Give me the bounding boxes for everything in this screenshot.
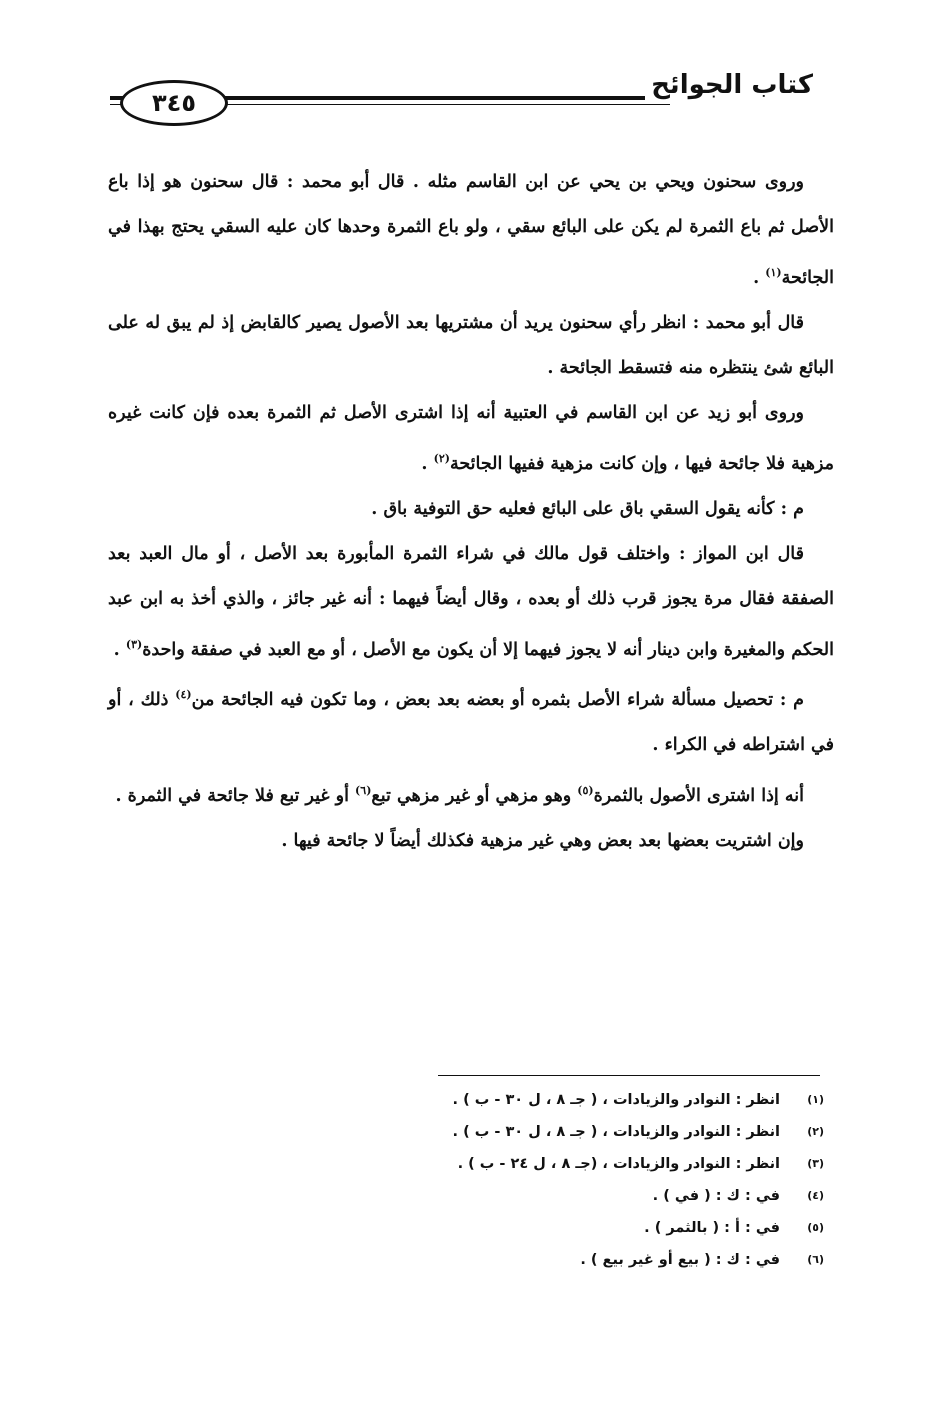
paragraph: قال أبو محمد : انظر رأي سحنون يريد أن مشتريها بعد الأصول يصير كالقابض إذ لم يبق له على البائع شئ ينتظره منه فتسقط الجائحة . <box>108 312 834 378</box>
footnotes <box>108 1084 824 1276</box>
footnote-marker: (٣) <box>125 637 143 651</box>
footnote: (٤) في : ك : ( في ) . <box>652 1188 824 1204</box>
page-number-badge <box>120 80 228 126</box>
footnote: (١) انظر : النوادر والزيادات ، ( جـ ٨ ، ل ٣٠ - ب ) . <box>452 1092 824 1108</box>
footnote: (٦) في : ك : ( بيع أو غير بيع ) . <box>580 1252 824 1268</box>
footnote-separator <box>438 1075 820 1076</box>
body-text <box>108 160 834 864</box>
page-number: ٣٤٥ <box>152 89 196 117</box>
footnote-marker: (١) <box>765 266 782 279</box>
paragraph: قال ابن المواز : واختلف قول مالك في شراء الثمرة المأبورة بعد الأصل ، أو مال العبد بعد الصفقة فقال مرة يجوز قرب ذلك أو بعده ، وقال أيضاً فيهما : أنه غير جائز ، والذي أخذ به ابن عبد الحكم والمغيرة وابن دينار أنه لا يجوز فيهما إلا أن يكون مع الأصل ، أو مع العبد في صفقة واحدة$^{(٣)}$ . <box>108 543 834 660</box>
paragraph: م : كأنه يقول السقي باق على البائع فعليه حق التوفية باق . <box>371 498 804 519</box>
paragraph: م : تحصيل مسألة شراء الأصل بثمره أو بعضه بعد بعض ، وما تكون فيه الجائحة من$^{(٤)}$ ذلك ، أو في اشتراطه في الكراء . <box>108 688 834 756</box>
footnote: (٢) انظر : النوادر والزيادات ، ( جـ ٨ ، ل ٣٠ - ب ) . <box>452 1124 824 1140</box>
footnote-marker: (٢) <box>433 451 450 465</box>
paragraph: وإن اشتريت بعضها بعد بعض وهي غير مزهية فكذلك أيضاً لا جائحة فيها . <box>281 831 804 852</box>
book-title: كتاب الجوائح <box>645 70 819 100</box>
footnote: (٣) انظر : النوادر والزيادات ، (جـ ٨ ، ل ٢٤ - ب ) . <box>457 1156 824 1172</box>
footnote-marker: (٥) <box>577 784 594 798</box>
paragraph: أنه إذا اشترى الأصول بالثمرة$^{(٥)}$ وهو مزهي أو غير مزهي تبع$^{(٦)}$ أو غير تبع فلا جائحة في الثمرة . <box>115 784 804 807</box>
footnote: (٥) في : أ : ( بالثمر ) . <box>644 1220 824 1236</box>
footnote-marker: (٤) <box>175 688 192 702</box>
paragraph: وروى أبو زيد عن ابن القاسم في العتبية أنه إذا اشترى الأصل ثم الثمرة بعده فإن كانت غيره مزهية فلا جائحة فيها ، وإن كانت مزهية ففيها الجائحة$^{(٢)}$ . <box>108 402 834 474</box>
footnote-marker: (٦) <box>355 784 372 798</box>
paragraph: وروى سحنون ويحي بن يحي عن ابن القاسم مثله . قال أبو محمد : قال سحنون هو إذا باع الأصل ثم باع الثمرة لم يكن على البائع سقي ، ولو باع الثمرة وحدها كان عليه السقي يحتج بهذا في الجائحة$^{(١)}$ . <box>108 172 834 288</box>
